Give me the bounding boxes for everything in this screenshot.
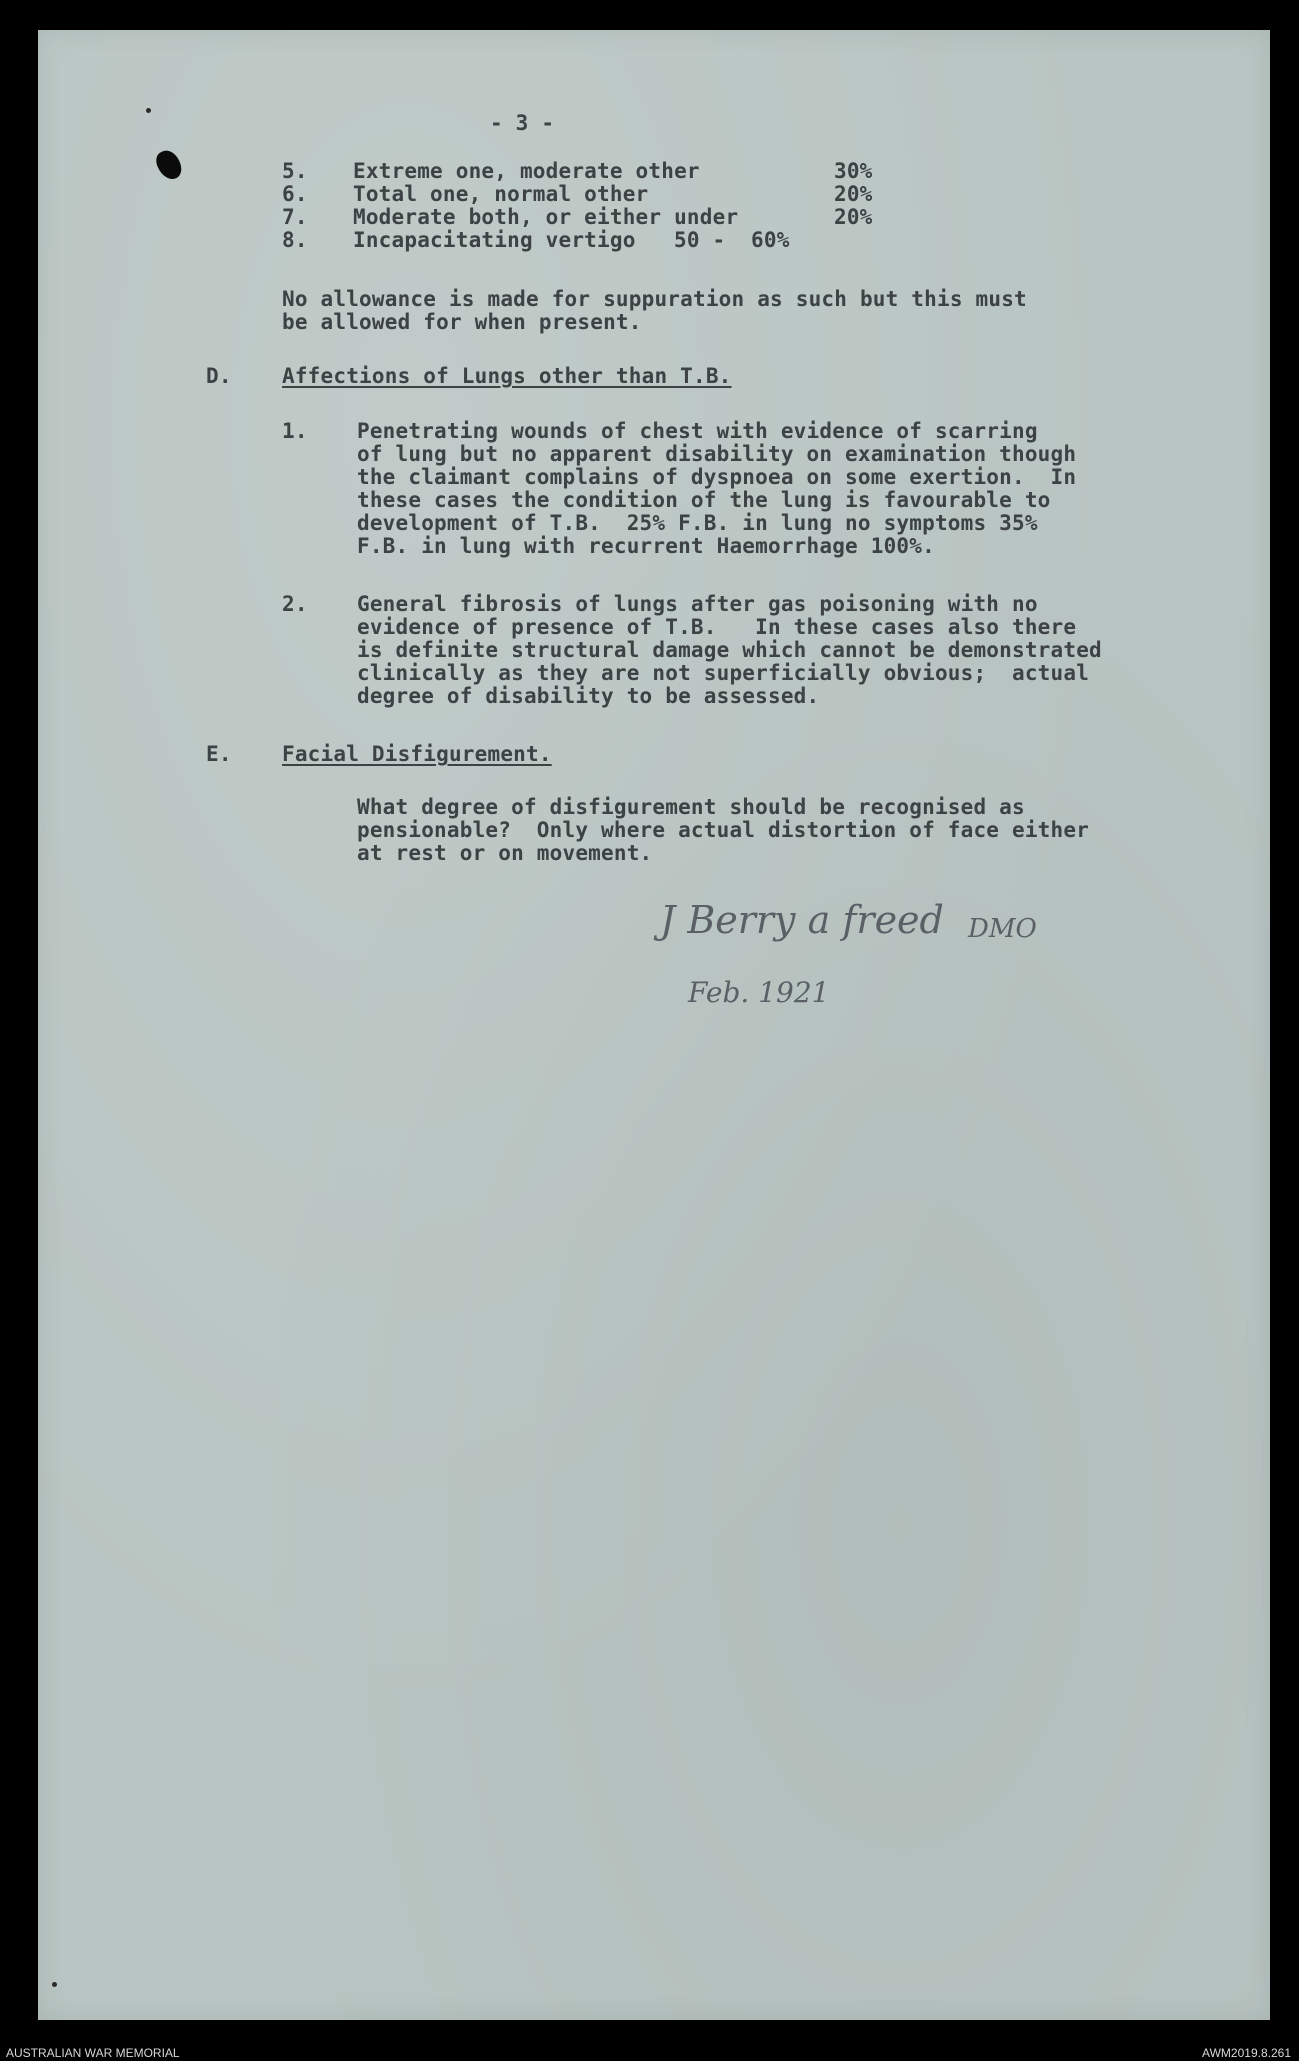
item-value: 50 - 60% bbox=[674, 228, 790, 252]
item-number: 6. bbox=[282, 182, 308, 206]
section-heading: Affections of Lungs other than T.B. bbox=[282, 364, 732, 388]
item-value: 30% bbox=[834, 159, 873, 183]
item-number: 5. bbox=[282, 159, 308, 183]
paragraph-line: What degree of disfigurement should be recognised as bbox=[357, 795, 1025, 819]
paragraph-line: at rest or on movement. bbox=[357, 841, 653, 865]
item-text: Incapacitating vertigo bbox=[353, 228, 636, 252]
item-text: Total one, normal other bbox=[353, 182, 649, 206]
document-page bbox=[38, 30, 1270, 2020]
signature-name: J Berry a freed bbox=[660, 898, 944, 942]
signature-date: Feb. 1921 bbox=[688, 976, 830, 1009]
item-value: 20% bbox=[834, 182, 873, 206]
page-number: - 3 - bbox=[490, 111, 555, 135]
signature-suffix: DMO bbox=[968, 914, 1037, 944]
paragraph-line: pensionable? Only where actual distortion of face either bbox=[357, 818, 1090, 842]
paragraph-line: No allowance is made for suppuration as such but this must bbox=[282, 287, 1027, 311]
item-number: 8. bbox=[282, 228, 308, 252]
section-heading: Facial Disfigurement. bbox=[282, 742, 552, 766]
paragraph-line: General fibrosis of lungs after gas poisoning with no bbox=[357, 592, 1038, 616]
paragraph-line: degree of disability to be assessed. bbox=[357, 684, 820, 708]
section-letter: E. bbox=[206, 742, 232, 766]
item-number: 7. bbox=[282, 205, 308, 229]
item-text: Extreme one, moderate other bbox=[353, 159, 700, 183]
paragraph-line: the claimant complains of dyspnoea on some exertion. In bbox=[357, 465, 1077, 489]
paragraph-line: is definite structural damage which cannot be demonstrated bbox=[357, 638, 1102, 662]
paragraph-line: of lung but no apparent disability on examination though bbox=[357, 442, 1077, 466]
paper-speck bbox=[52, 1982, 57, 1987]
item-text: Moderate both, or either under bbox=[353, 205, 739, 229]
footer-institution: AUSTRALIAN WAR MEMORIAL bbox=[6, 2046, 180, 2060]
paragraph-line: development of T.B. 25% F.B. in lung no symptoms 35% bbox=[357, 511, 1038, 535]
paragraph-line: clinically as they are not superficially obvious; actual bbox=[357, 661, 1090, 685]
paper-speck bbox=[146, 108, 151, 113]
item-value: 20% bbox=[834, 205, 873, 229]
paragraph-line: F.B. in lung with recurrent Haemorrhage 100%. bbox=[357, 534, 935, 558]
item-number: 2. bbox=[282, 592, 308, 616]
punch-hole bbox=[153, 147, 186, 183]
footer-accession-number: AWM2019.8.261 bbox=[1202, 2046, 1291, 2060]
item-number: 1. bbox=[282, 419, 308, 443]
paragraph-line: Penetrating wounds of chest with evidence of scarring bbox=[357, 419, 1038, 443]
section-letter: D. bbox=[206, 364, 232, 388]
paragraph-line: these cases the condition of the lung is favourable to bbox=[357, 488, 1051, 512]
paragraph-line: be allowed for when present. bbox=[282, 310, 642, 334]
paragraph-line: evidence of presence of T.B. In these cases also there bbox=[357, 615, 1077, 639]
